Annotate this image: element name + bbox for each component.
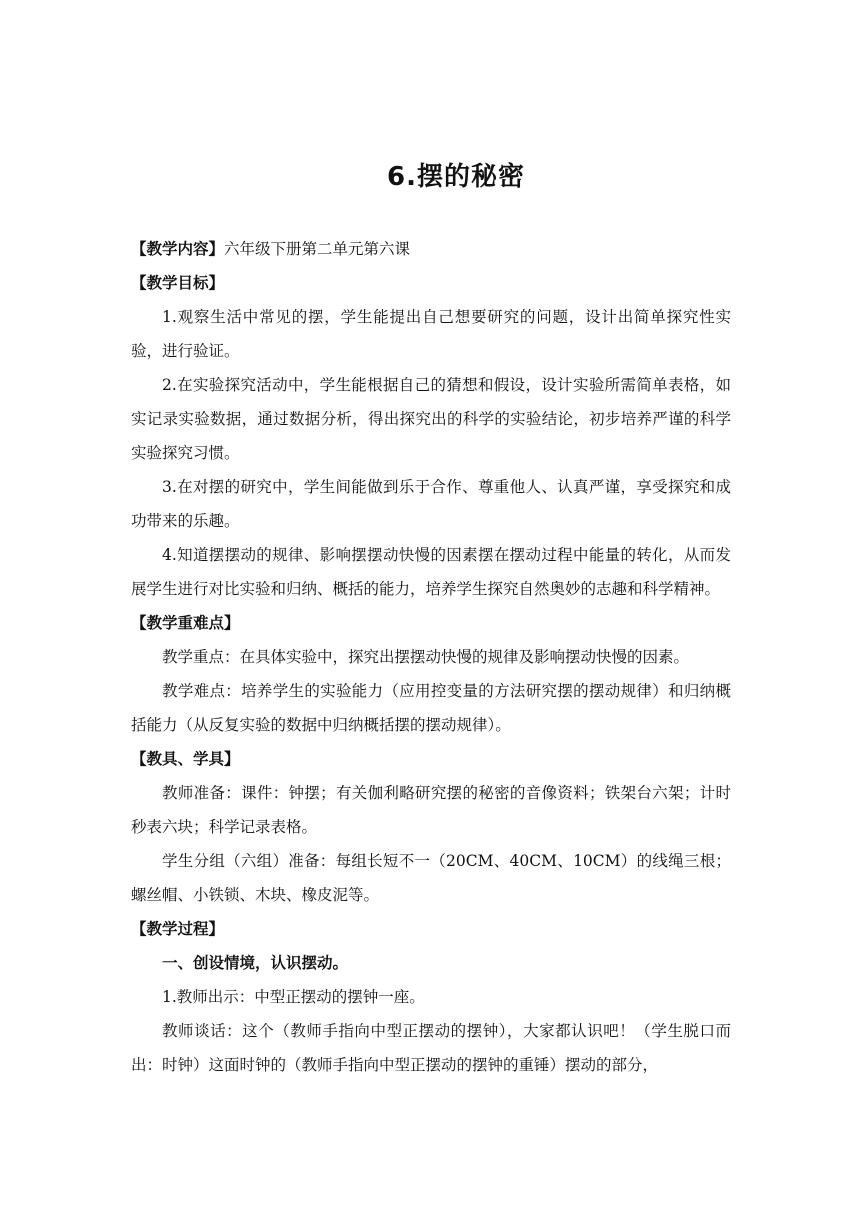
section-heading: 【教学重难点】 bbox=[131, 613, 240, 632]
body-paragraph: 2.在实验探究活动中，学生能根据自己的猜想和假设，设计实验所需简单表格，如实记录实验数据，通过数据分析，得出探究出的科学的实验结论，初步培养严谨的科学实验探究习惯。 bbox=[131, 376, 731, 462]
body-paragraph: 4.知道摆摆动的规律、影响摆摆动快慢的因素摆在摆动过程中能量的转化，从而发展学生进行对比实验和归纳、概括的能力，培养学生探究自然奥妙的志趣和科学精神。 bbox=[131, 546, 731, 598]
sub-heading: 一、创设情境，认识摆动。 bbox=[162, 953, 349, 972]
section-value: 六年级下册第二单元第六课 bbox=[224, 240, 411, 258]
body-paragraph: 3.在对摆的研究中，学生间能做到乐于合作、尊重他人、认真严谨，享受探究和成功带来的乐趣。 bbox=[131, 478, 731, 530]
document-body bbox=[131, 232, 731, 1082]
body-paragraph: 1.观察生活中常见的摆，学生能提出自己想要研究的问题，设计出简单探究性实验，进行验证。 bbox=[131, 308, 731, 360]
section-heading: 【教学目标】 bbox=[131, 273, 225, 292]
body-paragraph: 教学难点：培养学生的实验能力（应用控变量的方法研究摆的摆动规律）和归纳概括能力（从反复实验的数据中归纳概括摆的摆动规律）。 bbox=[131, 682, 731, 734]
section-label: 【教学内容】 bbox=[131, 239, 225, 258]
body-paragraph: 学生分组（六组）准备：每组长短不一（20CM、40CM、10CM）的线绳三根；螺丝帽、小铁锁、木块、橡皮泥等。 bbox=[131, 852, 731, 904]
body-paragraph: 教师谈话：这个（教师手指向中型正摆动的摆钟），大家都认识吧！（学生脱口而出：时钟）这面时钟的（教师手指向中型正摆动的摆钟的重锤）摆动的部分， bbox=[131, 1022, 731, 1074]
body-paragraph: 教学重点：在具体实验中，探究出摆摆动快慢的规律及影响摆动快慢的因素。 bbox=[162, 648, 690, 666]
teaching-content-line bbox=[131, 232, 731, 266]
document-title: 6.摆的秘密 bbox=[387, 162, 525, 192]
section-heading: 【教具、学具】 bbox=[131, 749, 240, 768]
body-paragraph: 教师准备：课件：钟摆；有关伽利略研究摆的秘密的音像资料；铁架台六架；计时秒表六块；科学记录表格。 bbox=[131, 784, 731, 836]
section-heading: 【教学过程】 bbox=[131, 919, 225, 938]
body-paragraph: 1.教师出示：中型正摆动的摆钟一座。 bbox=[162, 988, 425, 1006]
